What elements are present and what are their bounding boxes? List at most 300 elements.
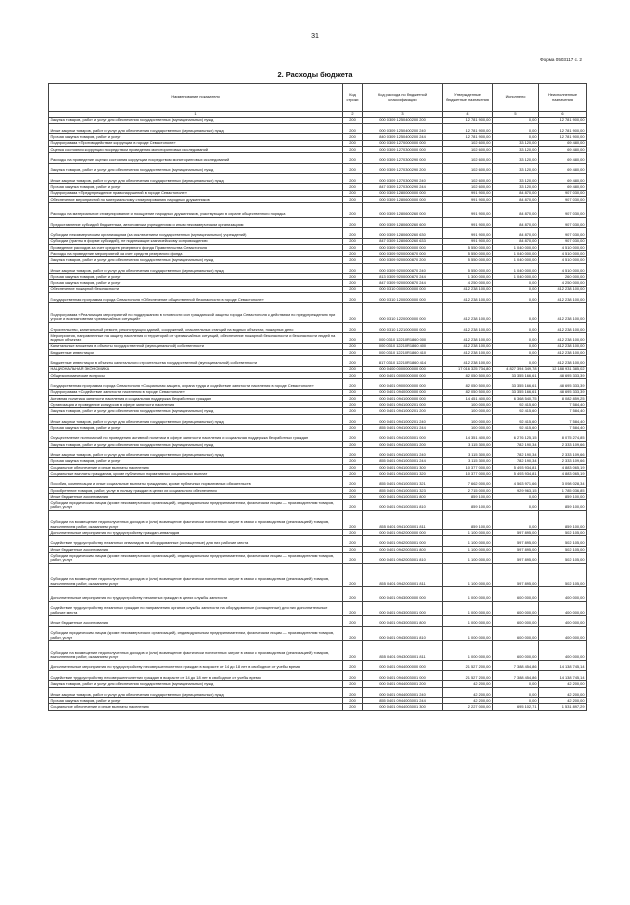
cell-name: Иные закупки товаров, работ и услуг для обеспечения государственных (муниципальных) нужд — [49, 414, 343, 424]
cell-executed: 0,00 — [493, 333, 539, 343]
cell-executed: 4 563 971,66 — [493, 477, 539, 487]
cell-approved: 100 000,00 — [443, 425, 493, 431]
cell-unexecuted: 502 105,00 — [539, 536, 587, 546]
cell-line-code: 200 — [343, 448, 363, 458]
cell-kbk-code: 847 0309 1280600260 633 — [363, 238, 443, 244]
cell-executed: 597 895,00 — [493, 546, 539, 552]
cell-name: Иные бюджетные ассигнования — [49, 616, 343, 626]
cell-approved: 412 238 100,00 — [443, 292, 493, 302]
cell-approved: 991 900,00 — [443, 190, 493, 196]
cell-approved: 42 200,00 — [443, 681, 493, 687]
cell-unexecuted: 48 695 333,39 — [539, 379, 587, 389]
cell-executed: 84 870,00 — [493, 196, 539, 202]
cell-unexecuted: 2 333 109,66 — [539, 441, 587, 447]
cell-line-code: 200 — [343, 366, 363, 372]
cell-unexecuted: 42 200,00 — [539, 698, 587, 704]
cell-approved: 1 100 000,00 — [443, 553, 493, 563]
cell-executed: 0,00 — [493, 303, 539, 322]
cell-executed: 33 355 166,61 — [493, 372, 539, 378]
cell-line-code: 200 — [343, 431, 363, 441]
cell-unexecuted: 502 105,00 — [539, 530, 587, 536]
cell-line-code: 200 — [343, 687, 363, 697]
cell-kbk-code: 000 0401 0943003001 000 — [363, 601, 443, 616]
cell-name: Дополнительные мероприятия по трудоустройству граждан-инвалидов — [49, 530, 343, 536]
cell-name: Осуществление полномочий по проведению активной политики в сфере занятости населения и социальная поддержка безработных граждан — [49, 431, 343, 441]
cell-kbk-code: 000 0401 0944003001 200 — [363, 681, 443, 687]
cell-approved: 859 100,00 — [443, 500, 493, 510]
cell-kbk-code: 000 0310 12210R1860 410 — [363, 349, 443, 355]
cell-kbk-code: 000 0309 1280600000 000 — [363, 196, 443, 202]
cell-approved: 412 238 100,00 — [443, 349, 493, 355]
cell-executed: 33 355 166,61 — [493, 389, 539, 395]
cell-approved: 1 000 000,00 — [443, 641, 493, 660]
cell-executed: 0,00 — [493, 494, 539, 500]
cell-line-code: 200 — [343, 670, 363, 680]
header-cell-executed: Исполнено — [493, 84, 539, 112]
cell-executed: 84 870,00 — [493, 238, 539, 244]
cell-approved: 1 000 000,00 — [443, 626, 493, 641]
cell-executed: 92 415,60 — [493, 414, 539, 424]
table-row — [49, 687, 587, 697]
cell-kbk-code: 000 0401 0942003001 810 — [363, 553, 443, 563]
cell-unexecuted: 1 785 036,85 — [539, 487, 587, 493]
cell-name: Мероприятия, направленные на защиту населения и территорий от чрезвычайных ситуаций, обеспечение пожарной безопасности и безопасности людей на водных объектах — [49, 333, 343, 343]
cell-kbk-code: 000 0401 0942000000 000 — [363, 530, 443, 536]
cell-line-code: 200 — [343, 681, 363, 687]
cell-unexecuted: 7 584,40 — [539, 408, 587, 414]
table-row — [49, 379, 587, 389]
cell-executed: 0,00 — [493, 698, 539, 704]
cell-name: Иные закупки товаров, работ и услуг для обеспечения государственных (муниципальных) нужд — [49, 448, 343, 458]
cell-executed: 33 120,00 — [493, 146, 539, 152]
cell-name: Субсидии некоммерческим организациям (за исключением государственных (муниципальных) учреждений) — [49, 228, 343, 238]
cell-unexecuted: 400 000,00 — [539, 626, 587, 641]
cell-line-code: 200 — [343, 286, 363, 292]
cell-approved: 102 600,00 — [443, 153, 493, 163]
table-row — [49, 704, 587, 710]
cell-line-code: 200 — [343, 217, 363, 227]
cell-approved: 3 115 300,00 — [443, 448, 493, 458]
cell-name: Организация и проведение конкурсов в сфере занятости населения — [49, 402, 343, 408]
cell-name: Субсидии (гранты в форме субсидий), не подлежащие казначейскому сопровождению — [49, 238, 343, 244]
cell-unexecuted: 69 480,00 — [539, 146, 587, 152]
cell-approved: 1 100 000,00 — [443, 546, 493, 552]
cell-approved: 1 000 000,00 — [443, 616, 493, 626]
cell-unexecuted: 907 030,00 — [539, 196, 587, 202]
cell-executed: 5 493 934,81 — [493, 471, 539, 477]
cell-unexecuted: 412 238 100,00 — [539, 292, 587, 302]
cell-unexecuted: 907 030,00 — [539, 238, 587, 244]
cell-executed: 597 895,00 — [493, 563, 539, 587]
cell-name: Субсидии на возмещение недополученных доходов и (или) возмещение фактически понесенных затрат в связи с производством (реализацией) товаров, выполнением работ, оказанием услуг — [49, 510, 343, 529]
table-row — [49, 500, 587, 510]
cell-approved: 412 238 100,00 — [443, 322, 493, 332]
cell-executed: 0,00 — [493, 292, 539, 302]
cell-approved: 100 000,00 — [443, 414, 493, 424]
table-row — [49, 448, 587, 458]
header-cell-unexecuted: Неисполненные назначения — [539, 84, 587, 112]
cell-approved: 10 377 000,00 — [443, 471, 493, 477]
cell-approved: 42 200,00 — [443, 687, 493, 697]
cell-line-code: 200 — [343, 173, 363, 183]
cell-kbk-code: 855 0401 0941003001 321 — [363, 477, 443, 487]
table-row — [49, 414, 587, 424]
cell-approved: 5 550 000,00 — [443, 257, 493, 263]
cell-approved: 991 900,00 — [443, 228, 493, 238]
cell-unexecuted: 400 000,00 — [539, 641, 587, 660]
cell-approved: 102 600,00 — [443, 140, 493, 146]
cell-executed: 33 120,00 — [493, 153, 539, 163]
cell-unexecuted: 4 510 000,00 — [539, 263, 587, 273]
cell-approved: 82 050 500,00 — [443, 389, 493, 395]
cell-line-code: 200 — [343, 553, 363, 563]
column-number: 4 — [443, 112, 493, 118]
cell-line-code: 200 — [343, 698, 363, 704]
header-cell-code: Код строки — [343, 84, 363, 112]
cell-kbk-code: 840 0309 1250400200 244 — [363, 134, 443, 140]
cell-unexecuted: 42 200,00 — [539, 681, 587, 687]
cell-kbk-code: 000 0309 1270300290 200 — [363, 163, 443, 173]
cell-unexecuted: 8 082 859,25 — [539, 395, 587, 401]
cell-name: Расходы на проведение мероприятий за счет средств резервного фонда — [49, 251, 343, 257]
cell-kbk-code: 000 0401 0941003001 240 — [363, 448, 443, 458]
table-row — [49, 322, 587, 332]
cell-name: Закупка товаров, работ и услуг для обеспечения государственных (муниципальных) нужд — [49, 408, 343, 414]
cell-line-code: 200 — [343, 163, 363, 173]
cell-line-code: 200 — [343, 477, 363, 487]
cell-name: Дополнительные мероприятия по трудоустройству несовершеннолетних граждан в возрасте от 14 до 18 лет в свободное от учебы время — [49, 660, 343, 670]
cell-kbk-code: 813 0309 9200000870 244 — [363, 274, 443, 280]
cell-line-code: 200 — [343, 494, 363, 500]
table-row — [49, 626, 587, 641]
cell-approved: 2 715 000,00 — [443, 487, 493, 493]
cell-kbk-code: 847 0309 1270300290 244 — [363, 184, 443, 190]
table-row — [49, 563, 587, 587]
cell-name: Активная политика занятости населения и социальная поддержка безработных граждан — [49, 395, 343, 401]
cell-line-code: 200 — [343, 244, 363, 250]
cell-line-code: 200 — [343, 343, 363, 349]
cell-executed: 597 895,00 — [493, 530, 539, 536]
cell-line-code: 200 — [343, 616, 363, 626]
cell-name: Закупка товаров, работ и услуг для обеспечения государственных (муниципальных) нужд — [49, 117, 343, 123]
cell-executed: 600 000,00 — [493, 616, 539, 626]
cell-unexecuted: 859 100,00 — [539, 494, 587, 500]
section-title: 2. Расходы бюджета — [277, 70, 353, 79]
cell-line-code: 200 — [343, 280, 363, 286]
cell-name: Расходы на проведение оценки состояния коррупции посредством мониторинговых исследований — [49, 153, 343, 163]
table-row — [49, 601, 587, 616]
table-row — [49, 228, 587, 238]
cell-line-code: 200 — [343, 704, 363, 710]
cell-executed: 6 368 540,75 — [493, 395, 539, 401]
cell-unexecuted: 4 883 065,19 — [539, 464, 587, 470]
cell-unexecuted: 412 238 100,00 — [539, 303, 587, 322]
cell-executed: 1 040 000,00 — [493, 257, 539, 263]
cell-approved: 2 227 000,00 — [443, 704, 493, 710]
cell-approved: 100 000,00 — [443, 402, 493, 408]
cell-line-code: 200 — [343, 322, 363, 332]
cell-unexecuted: 400 000,00 — [539, 616, 587, 626]
cell-approved: 100 000,00 — [443, 408, 493, 414]
table-body — [49, 117, 587, 710]
cell-kbk-code: 000 0401 0943000000 000 — [363, 587, 443, 602]
cell-name: Подпрограмма «Реализация мероприятий по поддержанию в готовности сил гражданской защиты города Севастополя к действиям по предупреждению при угрозе и возникновении чрезвычайных ситуаций» — [49, 303, 343, 322]
cell-executed: 0,00 — [493, 687, 539, 697]
cell-name: Подпрограмма «Предупреждение правонарушений в городе Севастополе» — [49, 190, 343, 196]
cell-line-code: 200 — [343, 402, 363, 408]
cell-executed: 0,00 — [493, 356, 539, 366]
cell-line-code: 200 — [343, 190, 363, 196]
cell-line-code: 200 — [343, 660, 363, 670]
cell-unexecuted: 412 238 100,00 — [539, 286, 587, 292]
cell-kbk-code: 000 0310 12210R1860 000 — [363, 333, 443, 343]
table-row — [49, 153, 587, 163]
cell-unexecuted: 7 584,40 — [539, 402, 587, 408]
cell-executed: 33 120,00 — [493, 184, 539, 190]
cell-approved: 14 451 400,00 — [443, 395, 493, 401]
cell-line-code: 200 — [343, 510, 363, 529]
cell-line-code: 200 — [343, 238, 363, 244]
cell-approved: 1 100 000,00 — [443, 530, 493, 536]
cell-kbk-code: 000 0401 0941003001 320 — [363, 471, 443, 477]
cell-unexecuted: 4 510 000,00 — [539, 244, 587, 250]
cell-executed: 0,00 — [493, 117, 539, 123]
cell-approved: 3 115 300,00 — [443, 458, 493, 464]
cell-kbk-code: 000 0309 9200000870 000 — [363, 251, 443, 257]
cell-kbk-code: 000 0309 9200000870 200 — [363, 257, 443, 263]
cell-executed: 84 870,00 — [493, 228, 539, 238]
cell-name: Закупка товаров, работ и услуг для обеспечения государственных (муниципальных) нужд — [49, 257, 343, 263]
cell-executed: 0,00 — [493, 123, 539, 133]
cell-kbk-code: 855 0401 0942003001 811 — [363, 563, 443, 587]
cell-executed: 0,00 — [493, 510, 539, 529]
table-row — [49, 263, 587, 273]
cell-approved: 859 100,00 — [443, 494, 493, 500]
cell-line-code: 200 — [343, 389, 363, 395]
cell-approved: 412 238 100,00 — [443, 286, 493, 292]
cell-name: Бюджетные инвестиции — [49, 349, 343, 355]
cell-name: Предоставление субсидий бюджетным, автономным учреждениям и иным некоммерческим организациям — [49, 217, 343, 227]
cell-kbk-code: 000 0310 12210R1860 400 — [363, 343, 443, 349]
cell-name: Субсидии на возмещение недополученных доходов и (или) возмещение фактически понесенных затрат в связи с производством (реализацией) товаров, выполнением работ, оказанием услуг — [49, 641, 343, 660]
cell-executed: 5 493 934,81 — [493, 464, 539, 470]
cell-unexecuted: 8 075 274,85 — [539, 431, 587, 441]
cell-approved: 102 600,00 — [443, 163, 493, 173]
cell-unexecuted: 4 510 000,00 — [539, 251, 587, 257]
cell-executed: 0,00 — [493, 322, 539, 332]
cell-executed: 84 870,00 — [493, 190, 539, 196]
cell-kbk-code: 000 0401 0940000000 000 — [363, 389, 443, 395]
column-number: 5 — [493, 112, 539, 118]
cell-name: Содействие трудоустройству незанятых граждан по направлению органов службы занятости на оборудованные (оснащенные) для них дополнительные рабочие места — [49, 601, 343, 616]
cell-name: Иные бюджетные ассигнования — [49, 546, 343, 552]
table-row — [49, 163, 587, 173]
cell-line-code: 200 — [343, 458, 363, 464]
cell-unexecuted: 69 480,00 — [539, 173, 587, 183]
table-row — [49, 536, 587, 546]
cell-name: Иные закупки товаров, работ и услуг для обеспечения государственных (муниципальных) нужд — [49, 173, 343, 183]
cell-unexecuted: 4 510 000,00 — [539, 257, 587, 263]
cell-executed: 1 040 000,00 — [493, 263, 539, 273]
cell-line-code: 200 — [343, 563, 363, 587]
cell-approved: 1 100 000,00 — [443, 563, 493, 587]
cell-unexecuted: 42 200,00 — [539, 687, 587, 697]
cell-name: Субсидии на возмещение недополученных доходов и (или) возмещение фактически понесенных затрат в связи с производством (реализацией) товаров, выполнением работ, оказанием услуг — [49, 563, 343, 587]
cell-kbk-code: 855 0401 0944003001 244 — [363, 698, 443, 704]
cell-kbk-code: 000 0309 1270000000 000 — [363, 140, 443, 146]
cell-approved: 991 900,00 — [443, 217, 493, 227]
cell-unexecuted: 907 030,00 — [539, 228, 587, 238]
cell-kbk-code: 000 0401 0941000000 000 — [363, 395, 443, 401]
page-number: 31 — [311, 33, 319, 40]
cell-name: Обеспечение мероприятий по материальному стимулированию народных дружинников — [49, 196, 343, 202]
cell-executed: 782 190,34 — [493, 458, 539, 464]
cell-kbk-code: 000 0309 1250400200 240 — [363, 123, 443, 133]
cell-line-code: 200 — [343, 153, 363, 163]
cell-approved: 102 600,00 — [443, 146, 493, 152]
cell-line-code: 200 — [343, 471, 363, 477]
cell-line-code: 200 — [343, 536, 363, 546]
cell-name: Проведение расходов за счет средств резервного фонда Правительства Севастополя — [49, 244, 343, 250]
cell-unexecuted: 14 138 745,14 — [539, 660, 587, 670]
cell-approved: 412 238 100,00 — [443, 333, 493, 343]
cell-line-code: 200 — [343, 587, 363, 602]
cell-kbk-code: 000 0401 0941003001 810 — [363, 500, 443, 510]
cell-name: Бюджетные инвестиции в объекты капитального строительства государственной (муниципальной) собственности — [49, 356, 343, 366]
cell-line-code: 200 — [343, 292, 363, 302]
cell-line-code: 200 — [343, 546, 363, 552]
cell-line-code: 200 — [343, 379, 363, 389]
cell-unexecuted: 12 781 900,00 — [539, 117, 587, 123]
cell-executed: 92 415,60 — [493, 402, 539, 408]
cell-approved: 991 900,00 — [443, 238, 493, 244]
cell-line-code: 200 — [343, 530, 363, 536]
column-number: 3 — [363, 112, 443, 118]
cell-executed: 0,00 — [493, 500, 539, 510]
cell-executed: 600 000,00 — [493, 587, 539, 602]
cell-executed: 33 120,00 — [493, 140, 539, 146]
cell-line-code: 200 — [343, 257, 363, 263]
cell-line-code: 200 — [343, 408, 363, 414]
cell-name: Социальное обеспечение и иные выплаты населению — [49, 464, 343, 470]
cell-executed: 84 870,00 — [493, 203, 539, 218]
table-row — [49, 641, 587, 660]
cell-kbk-code: 000 0401 0941000201 200 — [363, 408, 443, 414]
cell-approved: 991 900,00 — [443, 203, 493, 218]
cell-executed: 782 190,34 — [493, 448, 539, 458]
cell-line-code: 200 — [343, 117, 363, 123]
cell-executed: 0,00 — [493, 134, 539, 140]
cell-executed: 600 000,00 — [493, 601, 539, 616]
table-row — [49, 333, 587, 343]
cell-executed: 7 388 454,86 — [493, 670, 539, 680]
cell-kbk-code: 000 0400 0000000000 000 — [363, 366, 443, 372]
cell-name: Прочая закупка товаров, работ и услуг — [49, 134, 343, 140]
form-code: Форма 0503117 с. 2 — [540, 57, 582, 62]
cell-kbk-code: 000 0401 0941003001 000 — [363, 431, 443, 441]
cell-name: Подпрограмма «Содействие занятости населения в городе Севастополе» — [49, 389, 343, 395]
cell-executed: 929 963,15 — [493, 487, 539, 493]
cell-approved: 12 781 900,00 — [443, 123, 493, 133]
cell-executed: 1 040 000,00 — [493, 274, 539, 280]
cell-line-code: 200 — [343, 274, 363, 280]
cell-kbk-code: 000 0401 0942003001 800 — [363, 546, 443, 552]
cell-name: Иные бюджетные ассигнования — [49, 494, 343, 500]
header-cell-approved: Утвержденные бюджетные назначения — [443, 84, 493, 112]
cell-executed: 600 000,00 — [493, 626, 539, 641]
table-row — [49, 203, 587, 218]
cell-kbk-code: 855 0401 0941003001 323 — [363, 487, 443, 493]
cell-line-code: 200 — [343, 303, 363, 322]
cell-unexecuted: 412 238 100,00 — [539, 343, 587, 349]
cell-name: Расходы на материальное стимулирование и поощрение народных дружинников, участвующих в охране общественного порядка — [49, 203, 343, 218]
cell-line-code: 200 — [343, 601, 363, 616]
table-row — [49, 510, 587, 529]
cell-approved: 82 050 500,00 — [443, 379, 493, 389]
cell-unexecuted: 260 000,00 — [539, 274, 587, 280]
cell-executed: 1 040 000,00 — [493, 244, 539, 250]
cell-line-code: 200 — [343, 356, 363, 366]
cell-name: Оценка состояния коррупции посредством проведения мониторинговых исследований — [49, 146, 343, 152]
cell-unexecuted: 400 000,00 — [539, 601, 587, 616]
cell-approved: 17 016 325 734,80 — [443, 366, 493, 372]
cell-executed: 597 895,00 — [493, 536, 539, 546]
cell-line-code: 200 — [343, 487, 363, 493]
cell-unexecuted: 907 030,00 — [539, 217, 587, 227]
cell-executed: 0,00 — [493, 343, 539, 349]
cell-executed: 84 870,00 — [493, 217, 539, 227]
cell-executed: 4 827 394 349,78 — [493, 366, 539, 372]
cell-line-code: 200 — [343, 251, 363, 257]
cell-line-code: 200 — [343, 441, 363, 447]
expenses-table — [48, 83, 587, 711]
cell-unexecuted: 69 480,00 — [539, 184, 587, 190]
cell-name: Социальное обеспечение и иные выплаты населению — [49, 704, 343, 710]
cell-name: Субсидии юридическим лицам (кроме некоммерческих организаций), индивидуальным предпринимателям, физическим лицам — производителям товаров, работ, услуг — [49, 626, 343, 641]
cell-kbk-code: 000 0401 0941000201 240 — [363, 414, 443, 424]
header-cell-name: Наименование показателя — [49, 84, 343, 112]
cell-name: Иные закупки товаров, работ и услуг для обеспечения государственных (муниципальных) нужд — [49, 263, 343, 273]
cell-kbk-code: 000 0310 1220000000 000 — [363, 303, 443, 322]
cell-kbk-code: 000 0310 1200000000 000 — [363, 292, 443, 302]
cell-approved: 5 550 000,00 — [443, 244, 493, 250]
table-row — [49, 292, 587, 302]
column-number: 2 — [343, 112, 363, 118]
cell-name: Пособия, компенсации и иные социальные выплаты гражданам, кроме публичных нормативных обязательств — [49, 477, 343, 487]
cell-name: Субсидии юридическим лицам (кроме некоммерческих организаций), индивидуальным предпринимателям, физическим лицам — производителям товаров, работ, услуг — [49, 553, 343, 563]
table-row — [49, 553, 587, 563]
cell-approved: 102 600,00 — [443, 184, 493, 190]
cell-line-code: 200 — [343, 228, 363, 238]
cell-approved: 1 100 000,00 — [443, 536, 493, 546]
cell-approved: 7 662 000,00 — [443, 477, 493, 487]
cell-line-code: 200 — [343, 425, 363, 431]
cell-executed: 92 415,60 — [493, 408, 539, 414]
cell-kbk-code: 000 0309 1250400200 200 — [363, 117, 443, 123]
cell-name: Закупка товаров, работ и услуг для обеспечения государственных (муниципальных) нужд — [49, 681, 343, 687]
cell-executed: 33 355 166,61 — [493, 379, 539, 389]
cell-line-code: 200 — [343, 333, 363, 343]
cell-executed: 597 895,00 — [493, 553, 539, 563]
cell-line-code: 200 — [343, 372, 363, 378]
cell-approved: 412 238 100,00 — [443, 356, 493, 366]
cell-name: Прочая закупка товаров, работ и услуг — [49, 698, 343, 704]
cell-unexecuted: 907 030,00 — [539, 190, 587, 196]
cell-approved: 1 000 000,00 — [443, 601, 493, 616]
cell-executed: 6 276 125,15 — [493, 431, 539, 441]
cell-unexecuted: 907 030,00 — [539, 203, 587, 218]
cell-kbk-code: 855 0401 0941000201 244 — [363, 425, 443, 431]
